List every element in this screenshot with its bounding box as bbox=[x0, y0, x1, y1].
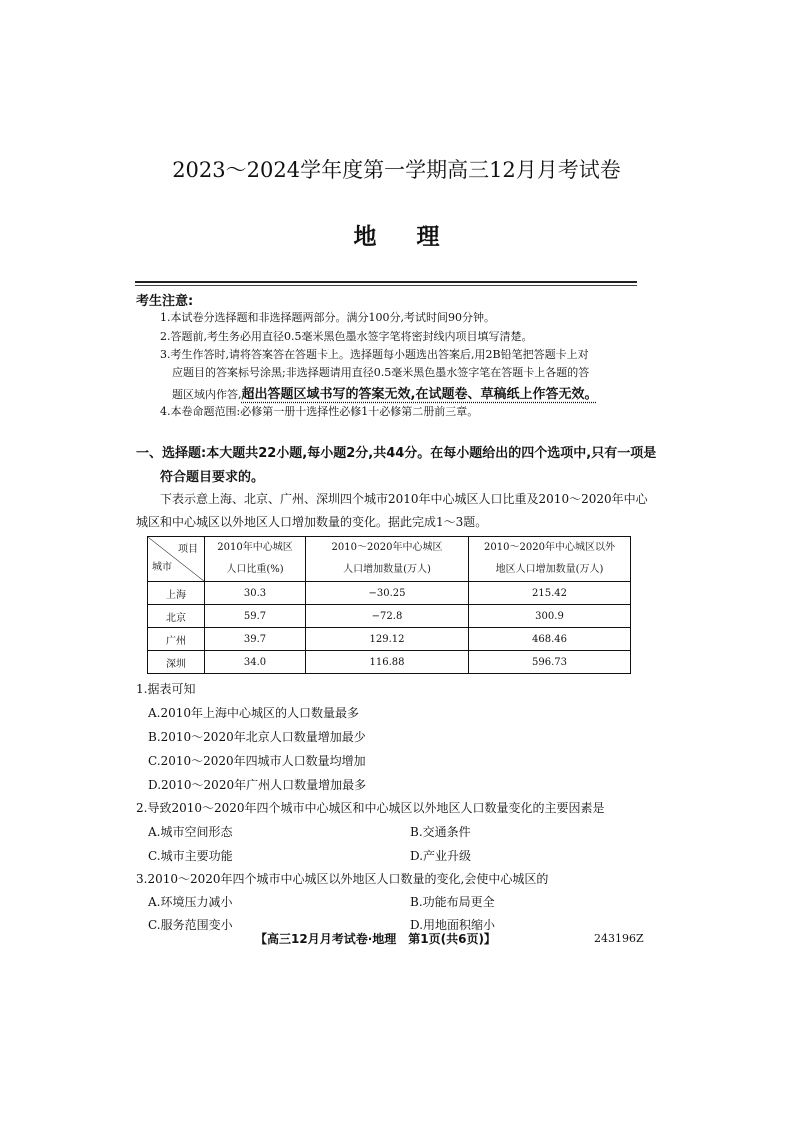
data-table bbox=[147, 536, 631, 674]
note-1: 1.本试卷分选择题和非选择题两部分。满分100分,考试时间90分钟。 bbox=[160, 311, 495, 324]
cell: 深圳 bbox=[148, 651, 205, 674]
question-2-option: A.城市空间形态 bbox=[148, 825, 233, 839]
cell: 215.42 bbox=[469, 582, 631, 605]
note-4: 4.本卷命题范围:必修第一册十选择性必修1十必修第二册前三章。 bbox=[160, 405, 479, 418]
intro-text-cont: 城区和中心城区以外地区人口增加数量的变化。据此完成1～3题。 bbox=[136, 515, 488, 529]
subject-title: 地理 bbox=[353, 223, 480, 250]
cell: 39.7 bbox=[205, 628, 306, 651]
table-row bbox=[148, 651, 631, 674]
cell: −72.8 bbox=[306, 605, 469, 628]
note-3-cont: 应题目的答案标号涂黑;非选择题请用直径0.5毫米黑色墨水签字笔在答题卡上各题的答 bbox=[172, 366, 590, 379]
question-1-option: B.2010～2020年北京人口数量增加最少 bbox=[148, 730, 366, 744]
question-3-option: D.用地面积缩小 bbox=[410, 918, 496, 932]
exam-code: 243196Z bbox=[594, 932, 644, 945]
cell: 上海 bbox=[148, 582, 205, 605]
question-1-option: D.2010～2020年广州人口数量增加最多 bbox=[148, 778, 367, 792]
header-line: 2010～2020年中心城区 bbox=[331, 542, 443, 553]
header-line: 地区人口增加数量(万人) bbox=[495, 564, 604, 575]
note-3-cont2 bbox=[172, 383, 597, 402]
question-2-stem: 2.导致2010～2020年四个城市中心城区和中心城区以外地区人口数量变化的主要因素是 bbox=[136, 801, 605, 815]
cell: 广州 bbox=[148, 628, 205, 651]
question-1-option: C.2010～2020年四城市人口数量均增加 bbox=[148, 754, 366, 768]
corner-top: 项目 bbox=[178, 544, 198, 555]
divider bbox=[135, 281, 637, 283]
cell: 300.9 bbox=[469, 605, 631, 628]
corner-bottom: 城市 bbox=[152, 562, 172, 573]
cell: 59.7 bbox=[205, 605, 306, 628]
question-1-stem: 1.据表可知 bbox=[136, 682, 196, 696]
section-heading: 一、选择题:本大题共22小题,每小题2分,共44分。在每小题给出的四个选项中,只有一项是 bbox=[136, 446, 657, 461]
cell: 北京 bbox=[148, 605, 205, 628]
intro-text: 下表示意上海、北京、广州、深圳四个城市2010年中心城区人口比重及2010～2020年中心 bbox=[160, 492, 648, 506]
column-header bbox=[469, 537, 631, 582]
note-3-text: 题区域内作答, bbox=[172, 388, 242, 401]
exam-title: 2023～2024学年度第一学期高三12月月考试卷 bbox=[172, 158, 621, 182]
corner-header bbox=[148, 537, 205, 582]
question-3-option: A.环境压力减小 bbox=[148, 895, 233, 909]
section-heading-cont: 符合题目要求的。 bbox=[160, 470, 265, 485]
question-2-option: B.交通条件 bbox=[410, 825, 471, 839]
column-header bbox=[205, 537, 306, 582]
divider bbox=[135, 285, 637, 286]
question-3-stem: 3.2010～2020年四个城市中心城区以外地区人口数量的变化,会使中心城区的 bbox=[136, 872, 549, 886]
question-2-option: D.产业升级 bbox=[410, 849, 472, 863]
question-3-option: C.服务范围变小 bbox=[148, 918, 233, 932]
note-2: 2.答题前,考生务必用直径0.5毫米黑色墨水签字笔将密封线内项目填写清楚。 bbox=[160, 330, 533, 343]
notes-heading: 考生注意: bbox=[136, 294, 194, 309]
cell: −30.25 bbox=[306, 582, 469, 605]
note-3-emphasis: 超出答题区域书写的答案无效,在试题卷、草稿纸上作答无效。 bbox=[241, 387, 598, 402]
cell: 129.12 bbox=[306, 628, 469, 651]
question-1-option: A.2010年上海中心城区的人口数量最多 bbox=[148, 706, 360, 720]
question-3-option: B.功能布局更全 bbox=[410, 895, 495, 909]
table-row bbox=[148, 628, 631, 651]
header-line: 2010～2020年中心城区以外 bbox=[484, 542, 615, 553]
header-line: 人口比重(%) bbox=[226, 564, 284, 575]
cell: 30.3 bbox=[205, 582, 306, 605]
header-line: 人口增加数量(万人) bbox=[343, 564, 431, 575]
cell: 468.46 bbox=[469, 628, 631, 651]
cell: 116.88 bbox=[306, 651, 469, 674]
page-footer: 【高三12月月考试卷·地理 第1页(共6页)】 bbox=[255, 932, 496, 946]
question-2-option: C.城市主要功能 bbox=[148, 849, 233, 863]
column-header bbox=[306, 537, 469, 582]
table-row bbox=[148, 605, 631, 628]
table-row bbox=[148, 582, 631, 605]
note-3: 3.考生作答时,请将答案答在答题卡上。选择题每小题选出答案后,用2B铅笔把答题卡上对 bbox=[160, 348, 589, 361]
header-line: 2010年中心城区 bbox=[217, 542, 293, 553]
cell: 596.73 bbox=[469, 651, 631, 674]
cell: 34.0 bbox=[205, 651, 306, 674]
